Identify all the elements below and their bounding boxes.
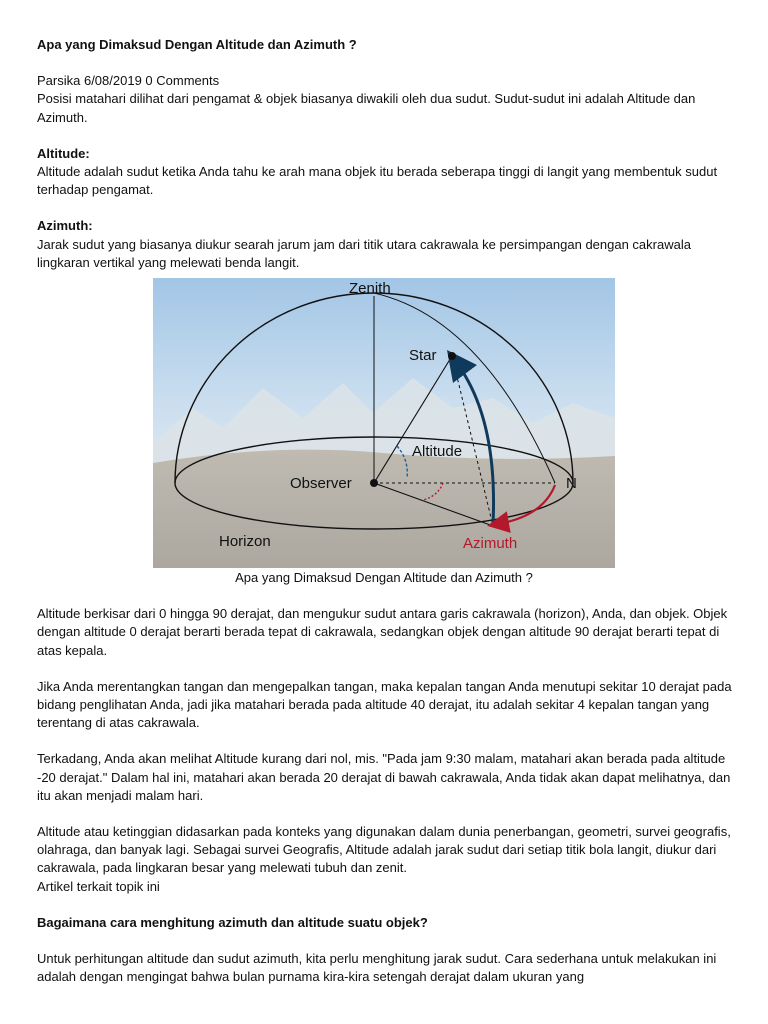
horizon-label: Horizon xyxy=(219,533,271,551)
related-articles-text: Artikel terkait topik ini xyxy=(37,878,160,894)
altitude-label: Altitude xyxy=(412,443,463,461)
zenith-label: Zenith xyxy=(349,280,391,298)
star-label: Star xyxy=(409,347,437,365)
figure-caption: Apa yang Dimaksud Dengan Altitude dan Azimuth ? xyxy=(235,570,533,586)
article-meta: Parsika 6/08/2019 0 Comments xyxy=(37,73,220,89)
altitude-azimuth-diagram xyxy=(153,278,615,568)
article-title: Apa yang Dimaksud Dengan Altitude dan Azimuth ? xyxy=(37,37,357,52)
paragraph-altitude-range: Altitude berkisar dari 0 hingga 90 derajat, dan mengukur sudut antara garis cakrawala (horizon), Anda, dan objek. Objek dengan altitude 0 derajat berarti berada tepat di cakrawala, sedangkan objek dengan altitude 90 derajat berarti tepat di atas kepala. xyxy=(37,606,728,658)
observer-label: Observer xyxy=(290,475,352,493)
paragraph-negative-altitude: Terkadang, Anda akan melihat Altitude kurang dari nol, mis. "Pada jam 9:30 malam, matahari akan berada pada altitude -20 derajat." Dalam hal ini, matahari akan berada 20 derajat di bawah cakrawala, Anda tidak akan dapat melihatnya, dan itu akan menjadi malam hari. xyxy=(37,751,731,803)
paragraph-fist-measure: Jika Anda merentangkan tangan dan mengepalkan tangan, maka kepalan tangan Anda menutupi sekitar 10 derajat pada bidang penglihatan Anda, jadi jika matahari berada pada altitude 40 derajat, itu adalah sekitar 4 kepalan tangan yang terentang di atas cakrawala. xyxy=(37,678,732,731)
star-point xyxy=(448,352,456,360)
north-label: N xyxy=(566,475,577,493)
question-heading: Bagaimana cara menghitung azimuth dan altitude suatu objek? xyxy=(37,914,428,930)
azimuth-definition: Jarak sudut yang biasanya diukur searah jarum jam dari titik utara cakrawala ke persimpangan dengan cakrawala lingkaran vertikal yang melewati benda langit. xyxy=(37,236,691,270)
paragraph-calculation: Untuk perhitungan altitude dan sudut azimuth, kita perlu menghitung jarak sudut. Cara sederhana untuk melakukan ini adalah dengan mengingat bahwa bulan purnama kira-kira setengah derajat dalam ukuran yang xyxy=(37,951,717,985)
paragraph-altitude-context: Altitude atau ketinggian didasarkan pada konteks yang digunakan dalam dunia penerbangan, geometri, survei geografis, olahraga, dan banyak lagi. Sebagai survei Geografis, Altitude adalah jarak sudut dari setiap titik bola langit, diukur dari cakrawala, pada lingkaran besar yang melewati tubuh dan zenit. xyxy=(37,824,731,876)
diagram-svg xyxy=(153,278,615,568)
azimuth-label: Azimuth xyxy=(463,535,518,553)
article xyxy=(37,36,737,986)
observer-point xyxy=(370,479,378,487)
altitude-definition: Altitude adalah sudut ketika Anda tahu ke arah mana objek itu berada seberapa tinggi di langit yang membentuk sudut terhadap pengamat. xyxy=(37,164,718,198)
altitude-heading: Altitude: xyxy=(37,145,90,161)
azimuth-heading: Azimuth: xyxy=(37,218,93,234)
intro-paragraph: Posisi matahari dilihat dari pengamat & objek biasanya diwakili oleh dua sudut. Sudut-sudut ini adalah Altitude dan Azimuth. xyxy=(37,91,696,125)
